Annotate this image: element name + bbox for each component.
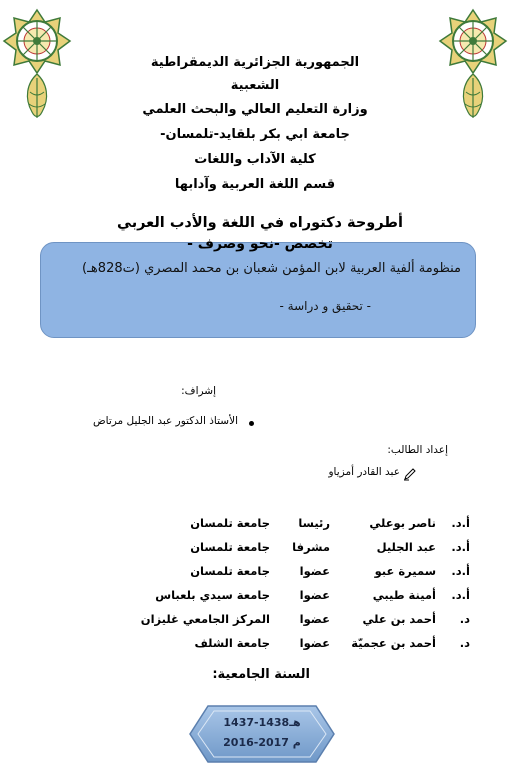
republic-name: الجمهورية الجزائرية الديمقراطية [150,55,360,70]
jury-name: أمينة طيبي [372,588,436,602]
jury-rank: أ.د. [451,564,470,578]
jury-rank: د. [459,636,470,650]
jury-role: عضوا [299,612,330,626]
jury-university: جامعة تلمسان [190,564,270,578]
jury-role: عضوا [299,564,330,578]
academic-year-label: السنة الجامعية: [212,667,310,682]
academic-year-hijri: 1437-1438هـ [223,716,301,729]
academic-year-gregorian: 2016-2017 م [223,736,301,749]
jury-row [90,540,470,558]
pen-icon [403,466,417,480]
jury-university: المركز الجامعي غليزان [140,612,270,626]
student-name: عبد القادر أمزياو [328,466,400,478]
bullet-icon [249,421,254,426]
faculty-name: كلية الآداب واللغات [194,152,316,167]
university-logo-right [438,8,508,126]
jury-row [90,636,470,654]
jury-row [90,516,470,534]
supervision-label: إشراف: [181,385,216,397]
jury-row [90,564,470,582]
jury-university: جامعة تلمسان [190,540,270,554]
jury-rank: د. [459,612,470,626]
student-label: إعداد الطالب: [387,444,448,456]
jury-rank: أ.د. [451,516,470,530]
jury-rank: أ.د. [451,540,470,554]
university-logo-left [2,8,72,126]
jury-row [90,612,470,630]
jury-university: جامعة تلمسان [190,516,270,530]
thesis-title: منظومة ألفية العربية لابن المؤمن شعبان بن محمد المصري (ت828هـ) [82,261,461,276]
university-name: جامعة ابي بكر بلقايد-تلمسان- [160,127,350,142]
jury-university: جامعة الشلف [194,636,270,650]
department-name: قسم اللغة العربية وآدابها [174,177,336,192]
jury-role: رئيسا [298,516,330,530]
republic-name-cont: الشعبية [230,78,280,93]
thesis-specialty: تخصص -نحو وصرف - [187,236,333,252]
jury-name: ناصر بوعلي [369,516,436,530]
jury-university: جامعة سيدي بلعباس [155,588,270,602]
jury-role: عضوا [299,636,330,650]
jury-row [90,588,470,606]
jury-role: عضوا [299,588,330,602]
thesis-subtitle: - تحقيق و دراسة - [279,299,371,313]
jury-name: أحمد بن علي [362,612,436,626]
thesis-degree: أطروحة دكتوراه في اللغة والأدب العربي [117,215,403,231]
thesis-title-box [40,242,476,338]
jury-rank: أ.د. [451,588,470,602]
academic-year-box [188,704,336,764]
jury-role: مشرفا [292,540,330,554]
jury-name: أحمد بن عجميّة [351,636,436,650]
ministry-name: وزارة التعليم العالي والبحث العلمي [142,102,368,117]
supervisor-name: الأستاذ الدكتور عبد الجليل مرتاض [92,415,238,427]
jury-name: سميرة عبو [374,564,436,578]
jury-name: عبد الجليل [376,540,436,554]
